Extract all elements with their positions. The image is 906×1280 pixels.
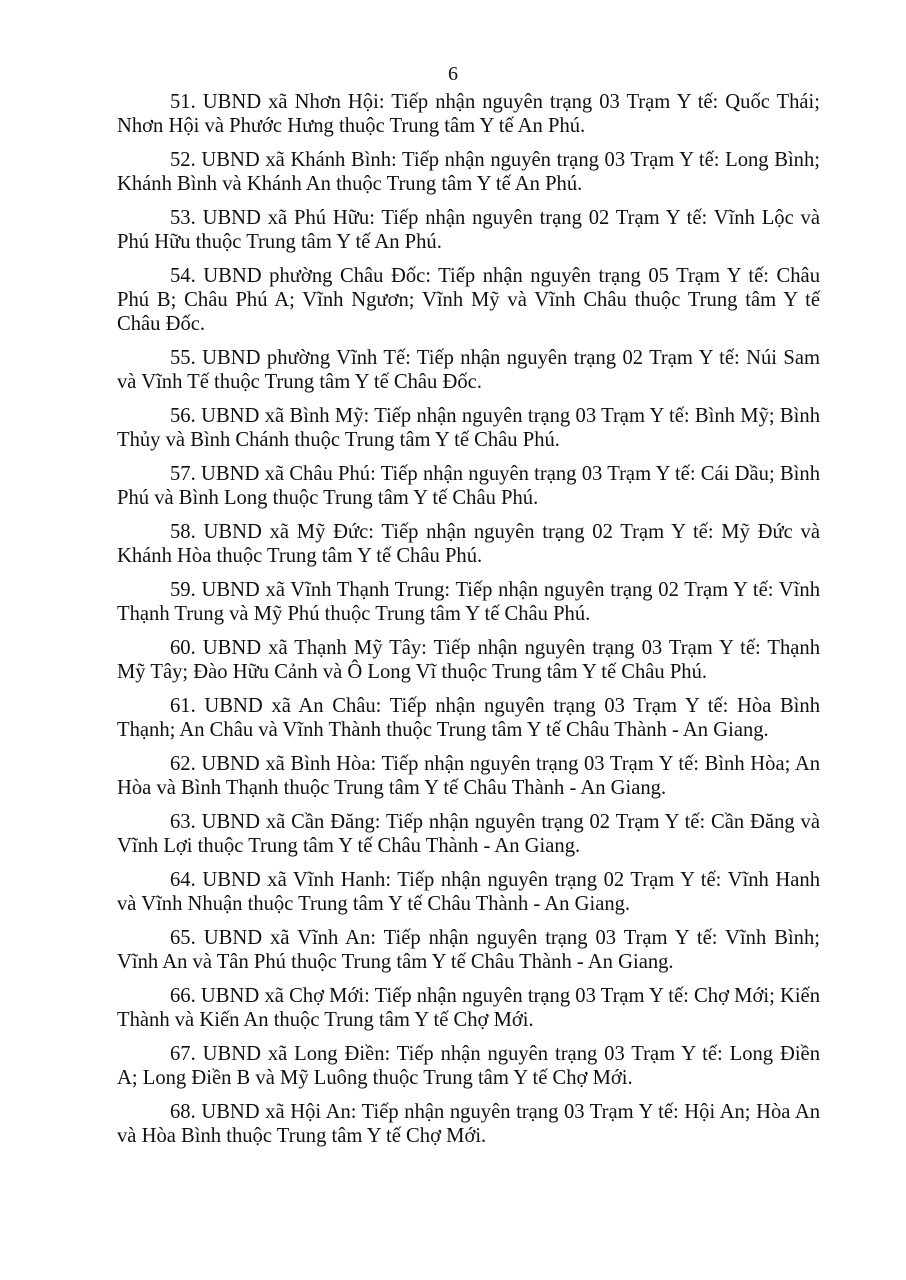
paragraph-54: 54. UBND phường Châu Đốc: Tiếp nhận nguyên trạng 05 Trạm Y tế: Châu Phú B; Châu Phú A; Vĩnh Ngươn; Vĩnh Mỹ và Vĩnh Châu thuộc Trung tâm Y tế Châu Đốc. <box>117 265 820 335</box>
paragraph-57: 57. UBND xã Châu Phú: Tiếp nhận nguyên trạng 03 Trạm Y tế: Cái Dầu; Bình Phú và Bình Long thuộc Trung tâm Y tế Châu Phú. <box>117 463 820 509</box>
paragraph-63: 63. UBND xã Cần Đăng: Tiếp nhận nguyên trạng 02 Trạm Y tế: Cần Đăng và Vĩnh Lợi thuộc Trung tâm Y tế Châu Thành - An Giang. <box>117 811 820 857</box>
document-body <box>117 90 820 1158</box>
paragraph-64: 64. UBND xã Vĩnh Hanh: Tiếp nhận nguyên trạng 02 Trạm Y tế: Vĩnh Hanh và Vĩnh Nhuận thuộc Trung tâm Y tế Châu Thành - An Giang. <box>117 869 820 915</box>
paragraph-62: 62. UBND xã Bình Hòa: Tiếp nhận nguyên trạng 03 Trạm Y tế: Bình Hòa; An Hòa và Bình Thạnh thuộc Trung tâm Y tế Châu Thành - An Giang. <box>117 753 820 799</box>
paragraph-52: 52. UBND xã Khánh Bình: Tiếp nhận nguyên trạng 03 Trạm Y tế: Long Bình; Khánh Bình và Khánh An thuộc Trung tâm Y tế An Phú. <box>117 149 820 195</box>
page-number: 6 <box>448 63 458 85</box>
paragraph-65: 65. UBND xã Vĩnh An: Tiếp nhận nguyên trạng 03 Trạm Y tế: Vĩnh Bình; Vĩnh An và Tân Phú thuộc Trung tâm Y tế Châu Thành - An Giang. <box>117 927 820 973</box>
paragraph-53: 53. UBND xã Phú Hữu: Tiếp nhận nguyên trạng 02 Trạm Y tế: Vĩnh Lộc và Phú Hữu thuộc Trung tâm Y tế An Phú. <box>117 207 820 253</box>
paragraph-59: 59. UBND xã Vĩnh Thạnh Trung: Tiếp nhận nguyên trạng 02 Trạm Y tế: Vĩnh Thạnh Trung và Mỹ Phú thuộc Trung tâm Y tế Châu Phú. <box>117 579 820 625</box>
paragraph-66: 66. UBND xã Chợ Mới: Tiếp nhận nguyên trạng 03 Trạm Y tế: Chợ Mới; Kiến Thành và Kiến An thuộc Trung tâm Y tế Chợ Mới. <box>117 985 820 1031</box>
paragraph-60: 60. UBND xã Thạnh Mỹ Tây: Tiếp nhận nguyên trạng 03 Trạm Y tế: Thạnh Mỹ Tây; Đào Hữu Cảnh và Ô Long Vĩ thuộc Trung tâm Y tế Châu Phú. <box>117 637 820 683</box>
paragraph-68: 68. UBND xã Hội An: Tiếp nhận nguyên trạng 03 Trạm Y tế: Hội An; Hòa An và Hòa Bình thuộc Trung tâm Y tế Chợ Mới. <box>117 1101 820 1147</box>
paragraph-67: 67. UBND xã Long Điền: Tiếp nhận nguyên trạng 03 Trạm Y tế: Long Điền A; Long Điền B và Mỹ Luông thuộc Trung tâm Y tế Chợ Mới. <box>117 1043 820 1089</box>
paragraph-56: 56. UBND xã Bình Mỹ: Tiếp nhận nguyên trạng 03 Trạm Y tế: Bình Mỹ; Bình Thủy và Bình Chánh thuộc Trung tâm Y tế Châu Phú. <box>117 405 820 451</box>
paragraph-51: 51. UBND xã Nhơn Hội: Tiếp nhận nguyên trạng 03 Trạm Y tế: Quốc Thái; Nhơn Hội và Phước Hưng thuộc Trung tâm Y tế An Phú. <box>117 91 820 137</box>
paragraph-61: 61. UBND xã An Châu: Tiếp nhận nguyên trạng 03 Trạm Y tế: Hòa Bình Thạnh; An Châu và Vĩnh Thành thuộc Trung tâm Y tế Châu Thành - An Giang. <box>117 695 820 741</box>
paragraph-55: 55. UBND phường Vĩnh Tế: Tiếp nhận nguyên trạng 02 Trạm Y tế: Núi Sam và Vĩnh Tế thuộc Trung tâm Y tế Châu Đốc. <box>117 347 820 393</box>
paragraph-58: 58. UBND xã Mỹ Đức: Tiếp nhận nguyên trạng 02 Trạm Y tế: Mỹ Đức và Khánh Hòa thuộc Trung tâm Y tế Châu Phú. <box>117 521 820 567</box>
